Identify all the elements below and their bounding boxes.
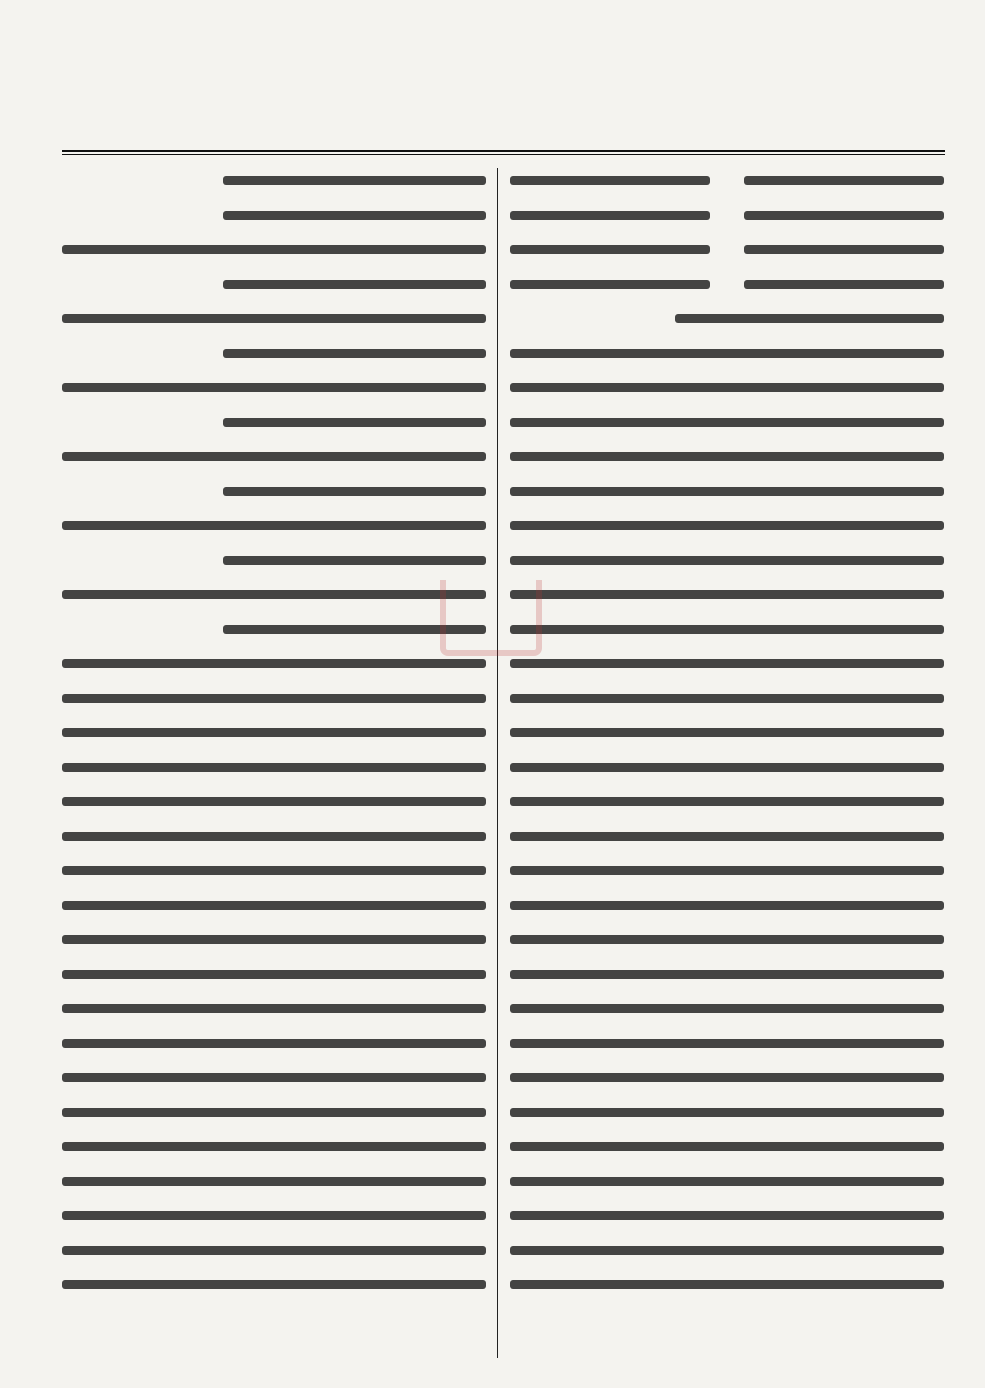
text-line — [510, 1065, 944, 1090]
verse-line — [62, 272, 486, 297]
verse-line — [62, 651, 486, 676]
text-line — [510, 582, 944, 607]
text-line — [510, 617, 944, 642]
verse-line — [62, 203, 486, 228]
text-line — [510, 755, 944, 780]
text-line — [510, 962, 944, 987]
left-column — [62, 168, 486, 1307]
verse-line — [62, 237, 486, 262]
text-line — [62, 686, 486, 711]
verse-line — [510, 272, 944, 297]
text-line — [510, 306, 944, 331]
text-line — [62, 720, 486, 745]
text-line — [62, 1134, 486, 1159]
text-line — [510, 1238, 944, 1263]
text-line — [62, 1031, 486, 1056]
text-line — [510, 893, 944, 918]
header-rule — [62, 150, 945, 152]
text-line — [510, 1134, 944, 1159]
verse-line — [62, 375, 486, 400]
text-line — [510, 410, 944, 435]
verse-line — [510, 168, 944, 193]
text-line — [62, 168, 486, 193]
text-line — [62, 927, 486, 952]
verse-line — [62, 410, 486, 435]
verse-line — [62, 513, 486, 538]
text-line — [510, 444, 944, 469]
text-line — [62, 789, 486, 814]
text-line — [510, 651, 944, 676]
verse-line — [62, 582, 486, 607]
text-line — [510, 789, 944, 814]
text-line — [510, 548, 944, 573]
text-line — [62, 824, 486, 849]
column-divider — [497, 168, 498, 1358]
verse-line — [510, 237, 944, 262]
text-line — [62, 1100, 486, 1125]
text-line — [62, 755, 486, 780]
text-line — [62, 996, 486, 1021]
text-line — [62, 858, 486, 883]
text-line — [510, 824, 944, 849]
header-rule-secondary — [62, 154, 945, 155]
text-line — [510, 1031, 944, 1056]
text-line — [62, 1272, 486, 1297]
verse-line — [62, 617, 486, 642]
text-line — [62, 1238, 486, 1263]
verse-line — [510, 203, 944, 228]
text-line — [62, 962, 486, 987]
text-line — [62, 1169, 486, 1194]
text-line — [510, 858, 944, 883]
text-line — [510, 513, 944, 538]
text-line — [62, 1203, 486, 1228]
verse-line — [62, 479, 486, 504]
verse-line — [62, 341, 486, 366]
text-line — [510, 686, 944, 711]
text-line — [510, 720, 944, 745]
right-column — [510, 168, 944, 1307]
text-line — [510, 927, 944, 952]
text-line — [510, 479, 944, 504]
text-line — [510, 375, 944, 400]
text-line — [62, 893, 486, 918]
text-line — [510, 1169, 944, 1194]
text-line — [510, 1203, 944, 1228]
text-line — [510, 1272, 944, 1297]
verse-line — [62, 306, 486, 331]
text-line — [510, 996, 944, 1021]
text-line — [62, 1065, 486, 1090]
verse-line — [62, 444, 486, 469]
text-line — [510, 1100, 944, 1125]
verse-line — [62, 548, 486, 573]
text-line — [510, 341, 944, 366]
